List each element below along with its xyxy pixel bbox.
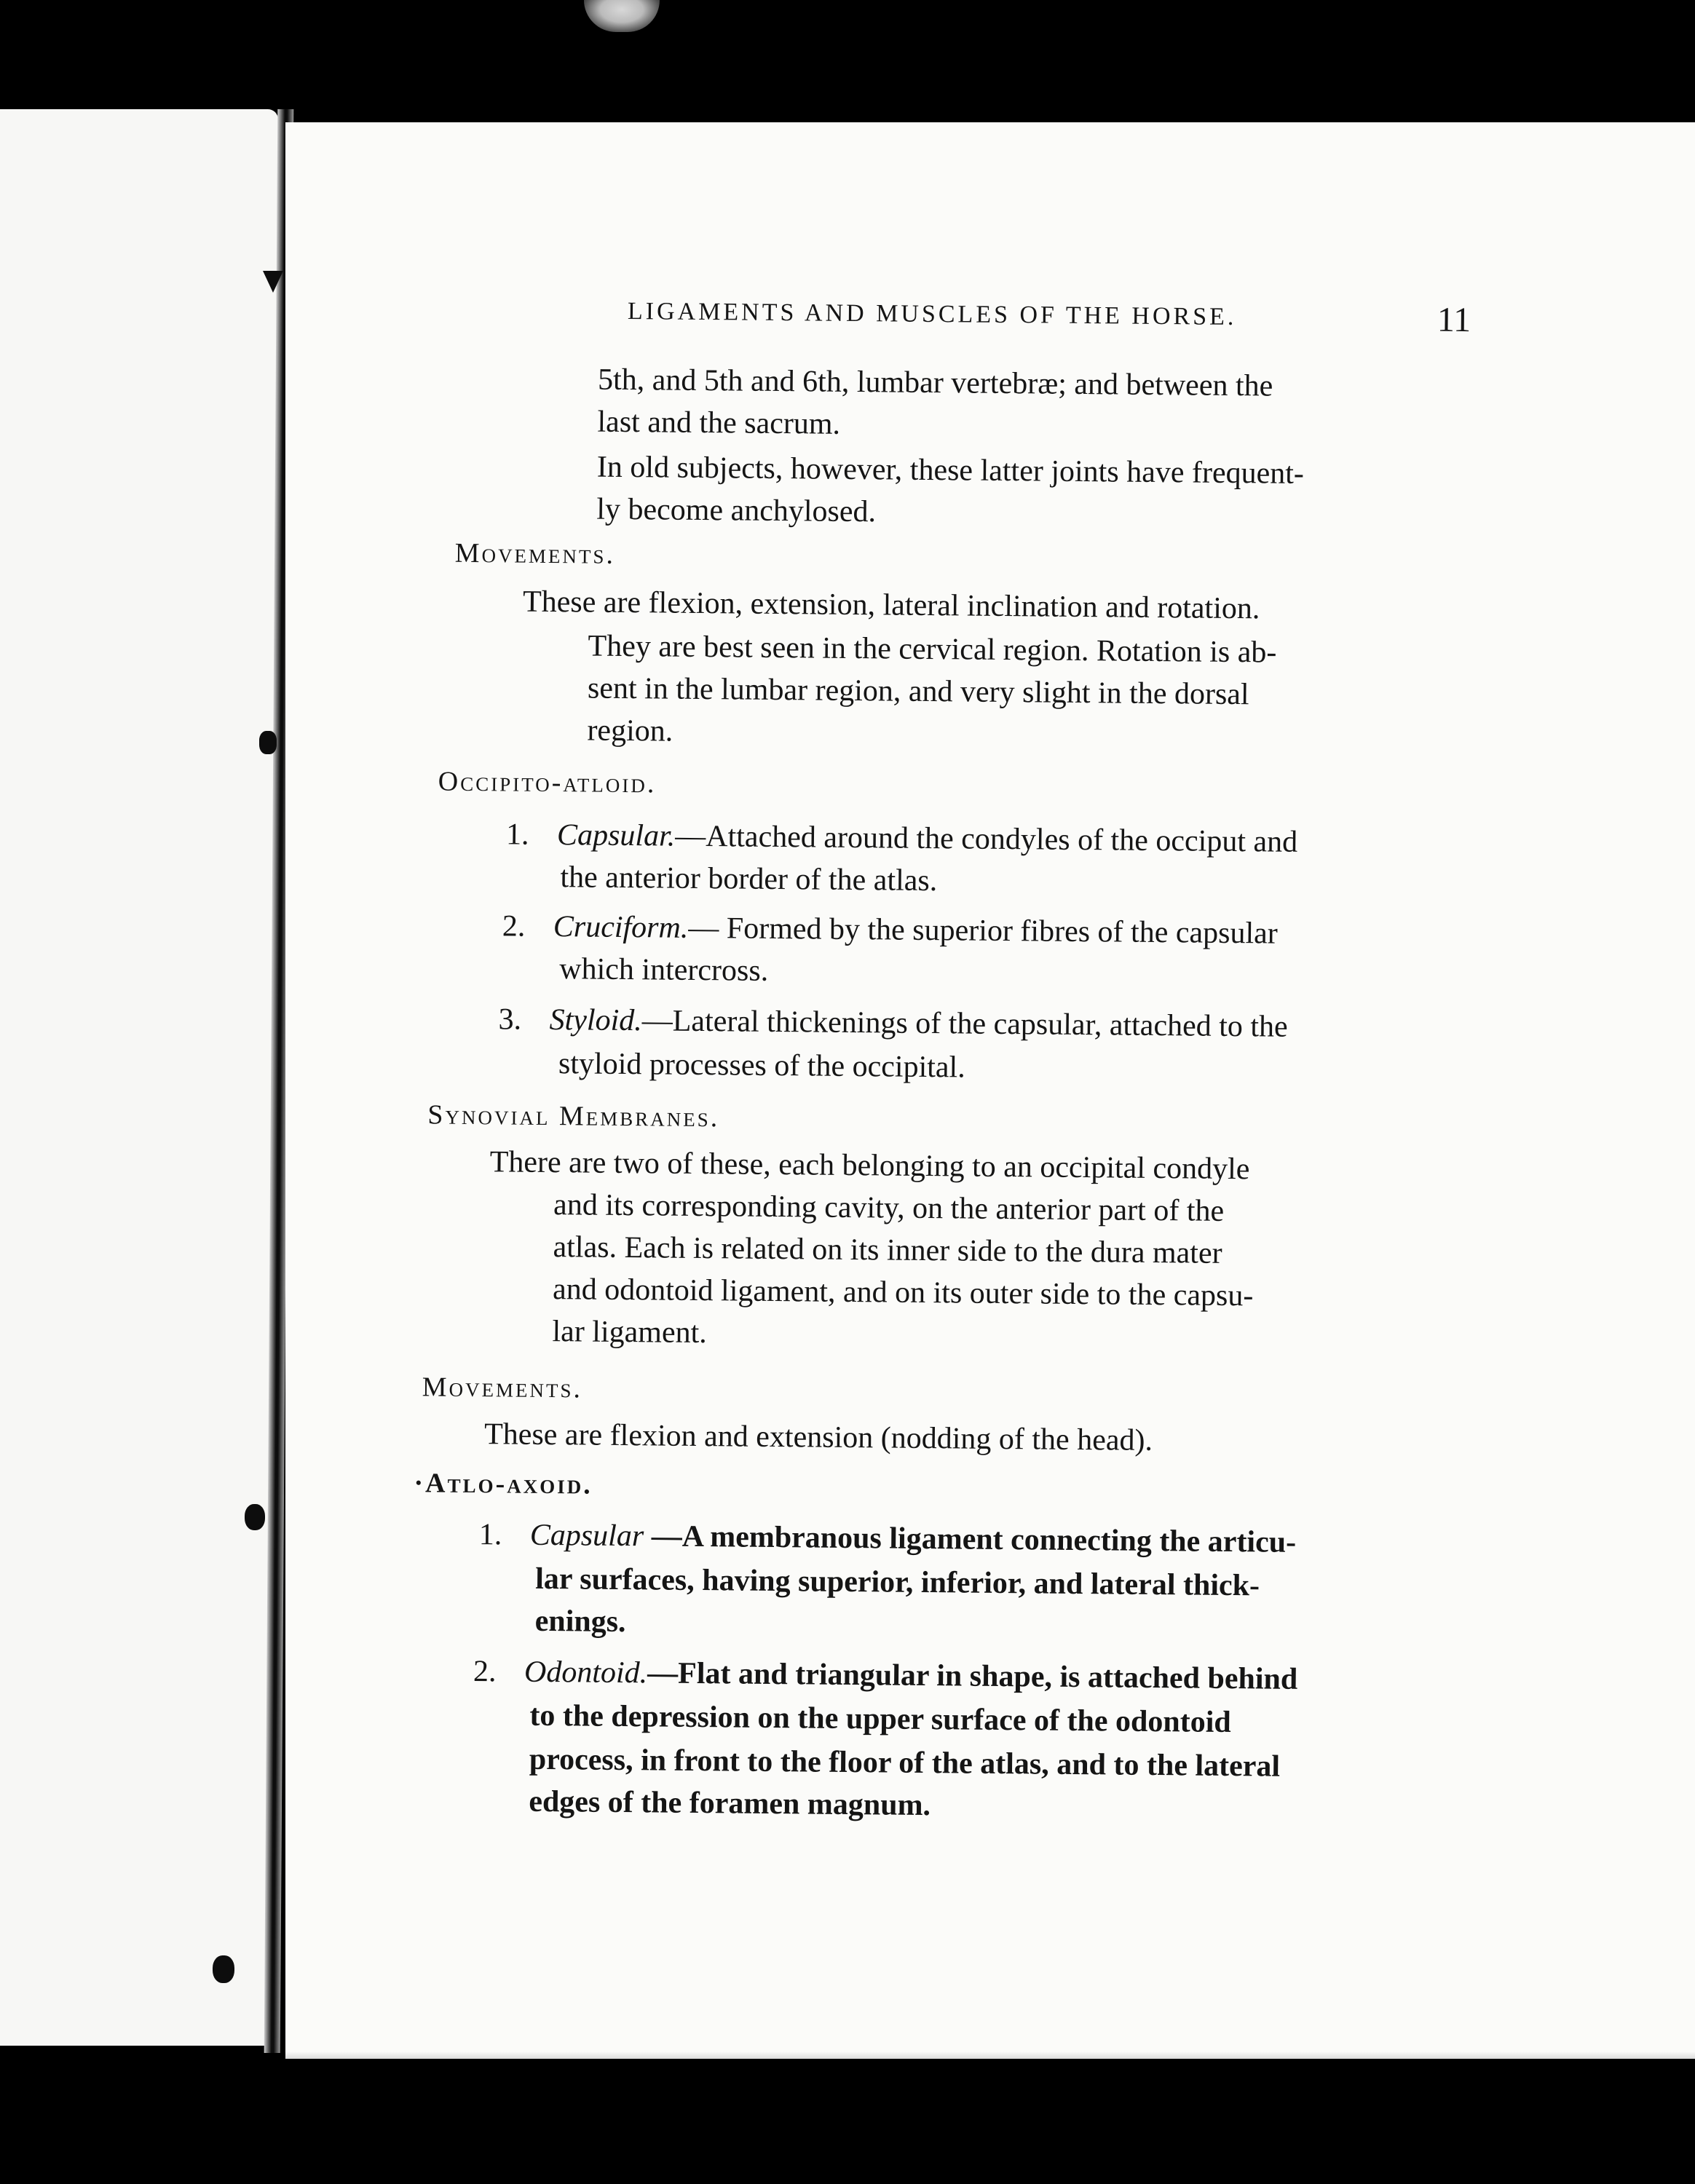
list-item xyxy=(506,819,1297,857)
item-text: —Lateral thickenings of the capsular, attached to the xyxy=(641,1004,1288,1044)
item-term: Capsular xyxy=(529,1518,644,1554)
item-text: —Flat and triangular in shape, is attached behind xyxy=(647,1656,1298,1696)
list-item xyxy=(502,911,1278,949)
item-term: Styloid. xyxy=(549,1003,642,1038)
text-line: styloid processes of the occipital. xyxy=(558,1047,965,1085)
binding-stitch xyxy=(245,1504,265,1530)
section-heading-synovial-membranes: Synovial Membranes. xyxy=(427,1099,720,1133)
section-heading-occipito-atloid: Occipito-atloid. xyxy=(438,766,657,799)
text-line: lar surfaces, having superior, inferior, and lateral thick- xyxy=(535,1562,1260,1603)
item-text: —A membranous ligament connecting the articu- xyxy=(643,1519,1297,1559)
text-line: In old subjects, however, these latter joints have frequent- xyxy=(596,450,1305,491)
book-page xyxy=(285,122,1695,2059)
text-line: region. xyxy=(587,713,673,748)
item-term: Odontoid. xyxy=(523,1655,648,1690)
item-number: 1. xyxy=(505,818,529,852)
text-line: atlas. Each is related on its inner side to the dura mater xyxy=(553,1230,1222,1270)
text-line: These are flexion and extension (nodding of the head). xyxy=(483,1417,1153,1457)
item-text: —Attached around the condyles of the occiput and xyxy=(675,819,1298,859)
text-line: and its corresponding cavity, on the anterior part of the xyxy=(553,1188,1225,1228)
left-page-edge xyxy=(0,109,278,2046)
text-line: to the depression on the upper surface of the odontoid xyxy=(529,1698,1231,1740)
text-line: and odontoid ligament, and on its outer side to the capsu- xyxy=(552,1273,1254,1313)
section-heading-movements: Movements. xyxy=(422,1372,583,1404)
text-line: the anterior border of the atlas. xyxy=(560,860,938,898)
item-term: Capsular. xyxy=(556,818,676,853)
text-line: enings. xyxy=(534,1604,626,1639)
list-item xyxy=(498,1004,1287,1042)
item-text: — Formed by the superior fibres of the capsular xyxy=(688,911,1278,951)
binding-stitch xyxy=(213,1955,234,1983)
page-content xyxy=(269,114,1695,2063)
item-number: 2. xyxy=(502,909,526,943)
text-line: lar ligament. xyxy=(552,1315,707,1350)
scan-artifact xyxy=(584,0,660,32)
text-line: They are best seen in the cervical region. Rotation is ab- xyxy=(588,629,1277,670)
item-number: 3. xyxy=(498,1002,522,1037)
binding-stitch xyxy=(259,731,277,754)
running-head: LIGAMENTS AND MUSCLES OF THE HORSE. xyxy=(627,297,1237,331)
text-line: which intercross. xyxy=(559,952,769,988)
page-number: 11 xyxy=(1437,300,1471,340)
list-item xyxy=(479,1519,1297,1558)
text-line: There are two of these, each belonging to an occipital condyle xyxy=(489,1145,1250,1187)
item-number: 1. xyxy=(478,1518,502,1552)
text-line: ly become anchylosed. xyxy=(596,492,877,529)
text-line: These are flexion, extension, lateral inclination and rotation. xyxy=(522,585,1260,626)
text-line: 5th, and 5th and 6th, lumbar vertebræ; and between the xyxy=(597,363,1273,403)
text-line: process, in front to the floor of the atlas, and to the lateral xyxy=(529,1742,1281,1784)
text-line: sent in the lumbar region, and very slight in the dorsal xyxy=(587,671,1249,712)
section-heading-movements: Movements. xyxy=(454,537,616,570)
text-line: edges of the foramen magnum. xyxy=(529,1784,931,1823)
list-item xyxy=(473,1656,1298,1695)
section-heading-atlo-axoid: ·Atlo-axoid. xyxy=(414,1468,593,1500)
item-number: 2. xyxy=(473,1655,497,1689)
item-term: Cruciform. xyxy=(553,910,689,945)
text-line: last and the sacrum. xyxy=(597,405,841,441)
